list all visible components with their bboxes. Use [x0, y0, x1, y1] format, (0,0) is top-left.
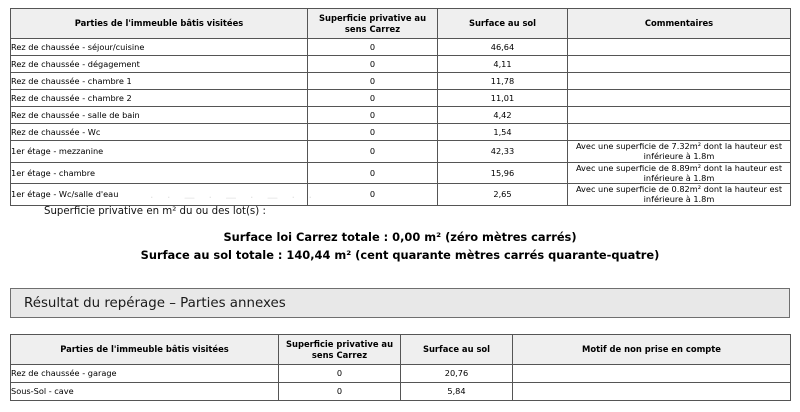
- cell-carrez: 0: [279, 383, 401, 401]
- parties-privatives-table: [10, 8, 791, 206]
- table-row: [11, 39, 791, 56]
- col-header-commentaires: Commentaires: [568, 9, 791, 39]
- table-row: [11, 162, 791, 184]
- cell-carrez: 0: [308, 90, 438, 107]
- section-title: Résultat du repérage – Parties annexes: [24, 295, 286, 311]
- table-body: [11, 39, 791, 206]
- cell-part: 1er étage - Wc/salle d'eau: [11, 184, 308, 206]
- parties-annexes-table: [10, 334, 791, 401]
- table-row: [11, 365, 791, 383]
- cell-part: Rez de chaussée - garage: [11, 365, 279, 383]
- cell-surface: 2,65: [438, 184, 568, 206]
- table-row: [11, 383, 791, 401]
- cell-part: Rez de chaussée - chambre 2: [11, 90, 308, 107]
- cell-comment: [568, 107, 791, 124]
- totals-block: [0, 229, 800, 264]
- col-header-parties: Parties de l'immeuble bâtis visitées: [11, 335, 279, 365]
- cell-surface: 20,76: [401, 365, 513, 383]
- col-header-superficie-carrez: Superficie privative au sens Carrez: [308, 9, 438, 39]
- cell-part: Rez de chaussée - salle de bain: [11, 107, 308, 124]
- cell-part: 1er étage - mezzanine: [11, 141, 308, 163]
- table-body: [11, 365, 791, 401]
- summary-block: [0, 206, 800, 264]
- cell-carrez: 0: [308, 141, 438, 163]
- table-header: [11, 335, 791, 365]
- table-row: [11, 141, 791, 163]
- table-row: [11, 107, 791, 124]
- cell-part: Rez de chaussée - chambre 1: [11, 73, 308, 90]
- cell-comment: Avec une superficie de 0.82m² dont la hauteur est inférieure à 1.8m: [568, 184, 791, 206]
- cell-part: 1er étage - chambre: [11, 162, 308, 184]
- section-header-parties-annexes: [10, 288, 790, 318]
- table-header: [11, 9, 791, 39]
- cell-comment: Avec une superficie de 7.32m² dont la hauteur est inférieure à 1.8m: [568, 141, 791, 163]
- cell-surface: 4,42: [438, 107, 568, 124]
- header-row: [11, 9, 791, 39]
- cell-carrez: 0: [279, 365, 401, 383]
- cell-motif: [513, 383, 791, 401]
- lot-surface-line: Superficie privative en m² du ou des lot(s) :: [44, 206, 266, 217]
- col-header-surface-au-sol: Surface au sol: [401, 335, 513, 365]
- cell-comment: [568, 90, 791, 107]
- total-carrez-line: Surface loi Carrez totale : 0,00 m² (zéro mètres carrés): [223, 230, 577, 244]
- cell-surface: 42,33: [438, 141, 568, 163]
- cell-carrez: 0: [308, 184, 438, 206]
- cell-carrez: 0: [308, 124, 438, 141]
- cell-part: Rez de chaussée - séjour/cuisine: [11, 39, 308, 56]
- cell-motif: [513, 365, 791, 383]
- cell-carrez: 0: [308, 73, 438, 90]
- table-row: [11, 73, 791, 90]
- header-row: [11, 335, 791, 365]
- cell-part: Rez de chaussée - Wc: [11, 124, 308, 141]
- cell-carrez: 0: [308, 162, 438, 184]
- cell-surface: 15,96: [438, 162, 568, 184]
- cell-surface: 11,01: [438, 90, 568, 107]
- cell-carrez: 0: [308, 39, 438, 56]
- cell-surface: 1,54: [438, 124, 568, 141]
- col-header-motif: Motif de non prise en compte: [513, 335, 791, 365]
- cell-surface: 11,78: [438, 73, 568, 90]
- cell-surface: 4,11: [438, 56, 568, 73]
- cell-part: Rez de chaussée - dégagement: [11, 56, 308, 73]
- cell-comment: [568, 124, 791, 141]
- cell-comment: [568, 39, 791, 56]
- table-row: [11, 90, 791, 107]
- cell-comment: Avec une superficie de 8.89m² dont la hauteur est inférieure à 1.8m: [568, 162, 791, 184]
- cell-comment: [568, 73, 791, 90]
- total-surface-line: Surface au sol totale : 140,44 m² (cent quarante mètres carrés quarante-quatre): [140, 247, 660, 262]
- table-row: [11, 56, 791, 73]
- cell-surface: 5,84: [401, 383, 513, 401]
- table-row: [11, 124, 791, 141]
- col-header-parties: Parties de l'immeuble bâtis visitées: [11, 9, 308, 39]
- cell-surface: 46,64: [438, 39, 568, 56]
- cell-carrez: 0: [308, 56, 438, 73]
- cell-carrez: 0: [308, 107, 438, 124]
- cell-part: Sous-Sol - cave: [11, 383, 279, 401]
- cell-comment: [568, 56, 791, 73]
- col-header-superficie-carrez: Superficie privative au sens Carrez: [279, 335, 401, 365]
- col-header-surface-au-sol: Surface au sol: [438, 9, 568, 39]
- table-row: [11, 184, 791, 206]
